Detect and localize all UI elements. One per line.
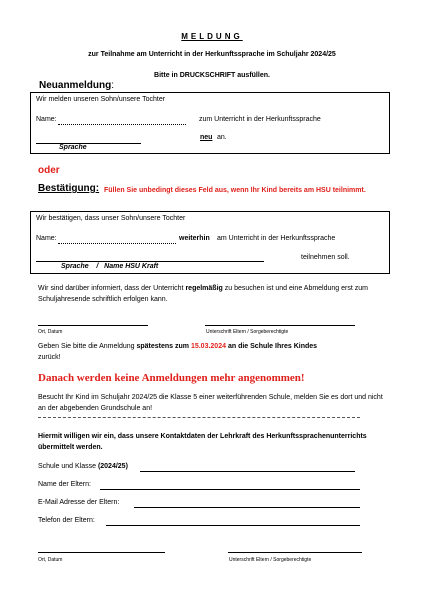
parent-name-field[interactable] [100,489,360,490]
bestaetigung-name-field[interactable] [58,243,176,244]
warning-text: Danach werden keine Anmeldungen mehr angenommen! [38,372,305,384]
deadline-paragraph [38,341,390,363]
bestaetigung-box [30,211,390,274]
bestaetigung-heading-text: Bestätigung: [38,183,100,194]
bestaetigung-note: Füllen Sie unbedingt dieses Feld aus, wenn Ihr Kind bereits am HSU teilnimmt. [104,187,366,194]
neuanmeldung-heading-colon: : [111,80,115,91]
neuanmeldung-sprache-label: Sprache [59,144,87,151]
deadline-bold2: an die Schule Ihres Kindes [227,343,318,350]
bestaetigung-line1: Wir bestätigen, dass unser Sohn/unsere Tochter [36,215,186,222]
sig1-place-date-line[interactable] [38,325,148,326]
secondary-school-note: Besucht Ihr Kind im Schuljahr 2024/25 die Klasse 5 einer weiterführenden Schule, melden Sie es dort und nicht an der abgebenden Grundschule an! [38,394,383,412]
neuanmeldung-heading [39,80,114,91]
neuanmeldung-box [30,92,390,154]
neuanmeldung-heading-text: Neuanmeldung [39,80,112,91]
document-subtitle: zur Teilnahme am Unterricht in der Herkunftssprache im Schuljahr 2024/25 [88,51,336,58]
deadline-post: zurück! [38,354,61,361]
print-hint: Bitte in DRUCKSCHRIFT ausfüllen. [154,72,270,79]
neuanmeldung-line1: Wir melden unseren Sohn/unsere Tochter [36,96,166,103]
neu-rest: an. [217,134,227,141]
school-class-text: Schule und Klasse [38,463,96,470]
deadline-bold1: spätestens zum [136,343,189,350]
info-para-1: Wir sind darüber informiert, dass der Unterricht [38,285,184,292]
neuanmeldung-name-rest: zum Unterricht in der Herkunftssprache [199,116,321,123]
separator-dashed [38,417,360,418]
neuanmeldung-name-field[interactable] [58,124,186,125]
sig2-signature-line[interactable] [228,552,362,553]
bestaetigung-name-label: Name: [36,235,57,242]
deadline-pre: Geben Sie bitte die Anmeldung [38,343,135,350]
bestaetigung-sprache-label: Sprache / Name HSU Kraft [61,263,159,270]
info-para-bold: regelmäßig [185,285,223,292]
sig1-signature-line[interactable] [205,325,355,326]
sig1-left-label: Ort, Datum [38,329,63,335]
weiterhin-word: weiterhin [179,235,210,242]
teilnehmen-label: teilnehmen soll. [301,254,350,261]
bestaetigung-heading [38,183,99,194]
phone-label: Telefon der Eltern: [38,517,95,524]
neu-word: neu [200,134,213,141]
oder-label: oder [38,165,60,176]
school-class-field[interactable] [140,471,355,472]
consent-text: Hiermit willigen wir ein, dass unsere Kontaktdaten der Lehrkraft des Herkunftssprachenunterrichts übermittelt werden. [38,433,367,451]
sig2-left-label: Ort, Datum [38,557,63,563]
info-paragraph [38,283,390,305]
weiterhin-rest: am Unterricht in der Herkunftssprache [217,235,336,242]
email-field[interactable] [134,507,360,508]
sig2-place-date-line[interactable] [38,552,165,553]
sig2-right-label: Unterschrift Eltern / Sorgeberechtigte [229,557,312,563]
neuanmeldung-name-label: Name: [36,116,57,123]
deadline-date: 15.03.2024 [190,343,226,350]
school-class-label [38,463,128,470]
bestaetigung-sprache-field[interactable] [36,261,264,262]
school-year-text: (2024/25) [97,463,128,470]
document-title: MELDUNG [181,32,243,41]
phone-field[interactable] [106,525,360,526]
email-label: E-Mail Adresse der Eltern: [38,499,120,506]
parent-name-label: Name der Eltern: [38,481,91,488]
sig1-right-label: Unterschrift Eltern / Sorgeberechtigte [206,329,289,335]
info-para-2: zu besuchen ist und eine Abmeldung erst zum Schuljahresende schriftlich erfolgen kann. [38,285,368,303]
neuanmeldung-sprache-field[interactable] [36,143,141,144]
